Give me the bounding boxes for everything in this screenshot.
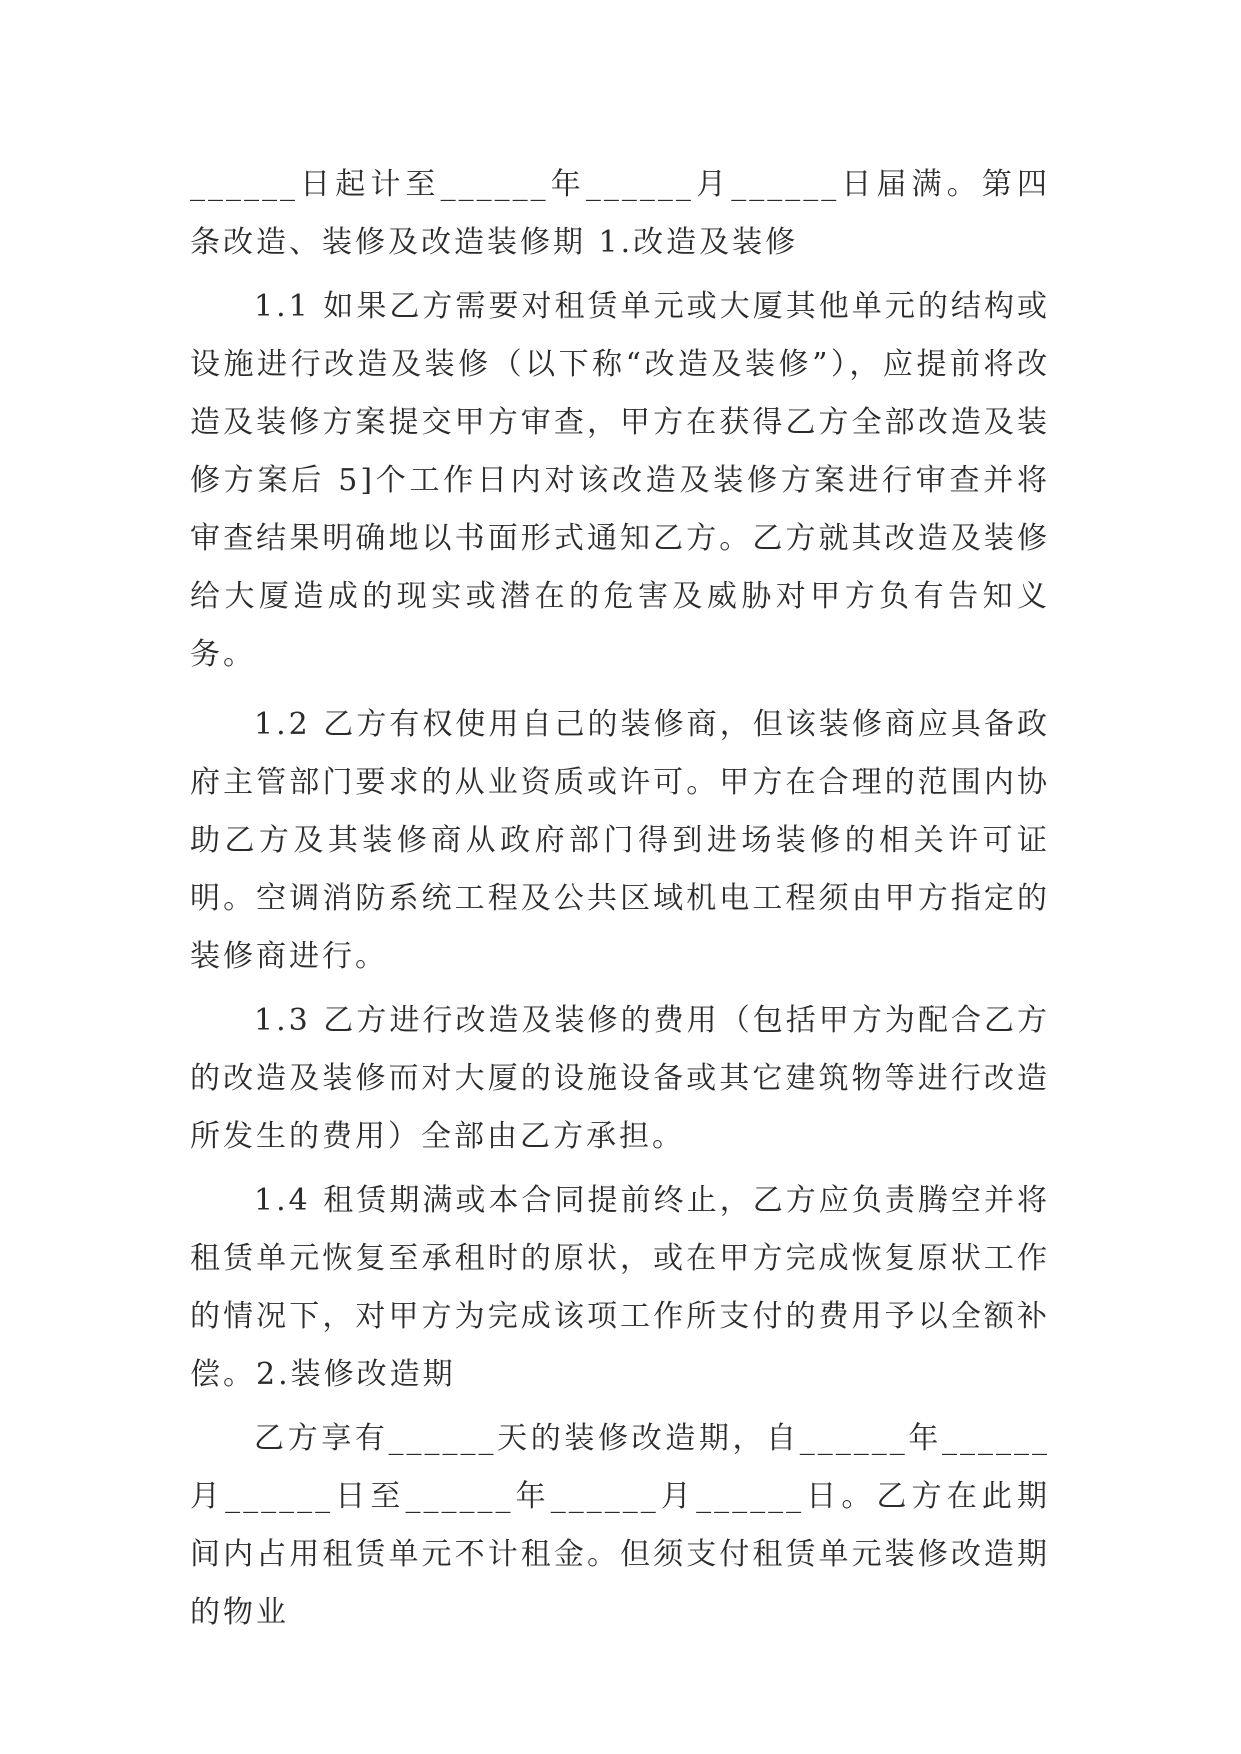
paragraph-renovation-period: 乙方享有______天的装修改造期，自______年______月______日至______年______月______日。乙方在此期间内占用租赁单元不计租金。但须支付租赁单元装修改造期的物业	[190, 1421, 1050, 1630]
paragraph-term-end-and-article-four: ______日起计至______年______月______日届满。第四条改造、装修及改造装修期 1.改造及装修	[190, 167, 1050, 260]
paragraph-clause-1-1: 1.1 如果乙方需要对租赁单元或大厦其他单元的结构或设施进行改造及装修（以下称“改造及装修”），应提前将改造及装修方案提交甲方审查，甲方在获得乙方全部改造及装修方案后 5]个工作日内对该改造及装修方案进行审查并将审查结果明确地以书面形式通知乙方。乙方就其改造及装修给大厦造成的现实或潜在的危害及威胁对甲方负有告知义务。	[190, 289, 1050, 672]
document-body	[190, 156, 1050, 1642]
paragraph-clause-1-3: 1.3 乙方进行改造及装修的费用（包括甲方为配合乙方的改造及装修而对大厦的设施设备或其它建筑物等进行改造所发生的费用）全部由乙方承担。	[190, 1003, 1050, 1154]
paragraph-clause-1-4: 1.4 租赁期满或本合同提前终止，乙方应负责腾空并将租赁单元恢复至承租时的原状，或在甲方完成恢复原状工作的情况下，对甲方为完成该项工作所支付的费用予以全额补偿。2.装修改造期	[190, 1183, 1050, 1392]
paragraph-clause-1-2: 1.2 乙方有权使用自己的装修商，但该装修商应具备政府主管部门要求的从业资质或许可。甲方在合理的范围内协助乙方及其装修商从政府部门得到进场装修的相关许可证明。空调消防系统工程及公共区域机电工程须由甲方指定的装修商进行。	[190, 707, 1050, 974]
